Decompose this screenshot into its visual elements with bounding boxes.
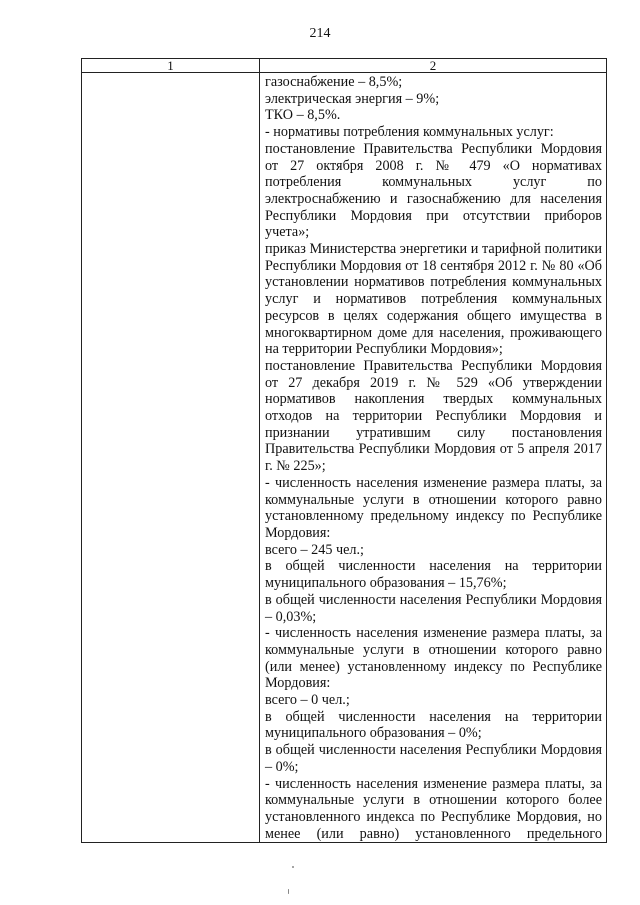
table-row (82, 73, 607, 843)
paragraph: в общей численности населения Республики Мордовия – 0,03%; (265, 591, 602, 625)
paragraph: всего – 245 чел.; (265, 541, 364, 558)
scan-speck (288, 889, 289, 894)
table-header-row (82, 59, 607, 73)
paragraph: газоснабжение – 8,5%; (265, 74, 403, 90)
paragraph: всего – 0 чел.; (265, 692, 350, 709)
page-number: 214 (309, 26, 331, 41)
paragraph: в общей численности населения на территории муниципального образования – 15,76%; (265, 558, 602, 592)
paragraph: - численность населения изменение размера платы, за коммунальные услуги в отношении которого равно (или менее) установленному индексу по Республике Мордовия: (265, 625, 602, 692)
scan-speck (292, 866, 294, 868)
column-header-2: 2 (260, 59, 607, 73)
paragraph: - численность населения изменение размера платы, за коммунальные услуги в отношении которого равно установленному предельному индексу по Республике Мордовия: (265, 474, 602, 541)
column-2-cell (260, 73, 607, 843)
paragraph: - численность населения изменение размера платы, за коммунальные услуги в отношении которого более установленного индекса по Республике Мордовия, но менее (или равно) установленного предельного (265, 775, 602, 842)
column-1-cell (82, 73, 260, 843)
paragraph: постановление Правительства Республики Мордовия от 27 декабря 2019 г. № 529 «Об утверждении нормативов накопления твердых коммунальных отходов на территории Республики Мордовия и признании утратившим силу постановления Правительства Республики Мордовия от 5 апреля 2017 г. № 225»; (265, 357, 602, 475)
paragraph: - нормативы потребления коммунальных услуг: (265, 124, 554, 141)
paragraph: электрическая энергия – 9%; (265, 90, 440, 107)
paragraph: в общей численности населения на территории муниципального образования – 0%; (265, 708, 602, 742)
paragraph: ТКО – 8,5%. (265, 107, 341, 124)
column-header-1: 1 (82, 59, 260, 73)
document-table (81, 58, 607, 843)
paragraph: приказ Министерства энергетики и тарифной политики Республики Мордовия от 18 сентября 2012 г. № 80 «Об установлении нормативов потребления коммунальных услуг и нормативов потребления коммунальных ресурсов в целях содержания общего имущества в многоквартирном доме для населения, проживающего на территории Республики Мордовия»; (265, 241, 602, 358)
paragraph: в общей численности населения Республики Мордовия – 0%; (265, 742, 602, 775)
paragraph: постановление Правительства Республики Мордовия от 27 октября 2008 г. № 479 «О нормативах потребления коммунальных услуг по электроснабжению и газоснабжению для населения Республики Мордовия при отсутствии приборов учета»; (265, 140, 602, 241)
